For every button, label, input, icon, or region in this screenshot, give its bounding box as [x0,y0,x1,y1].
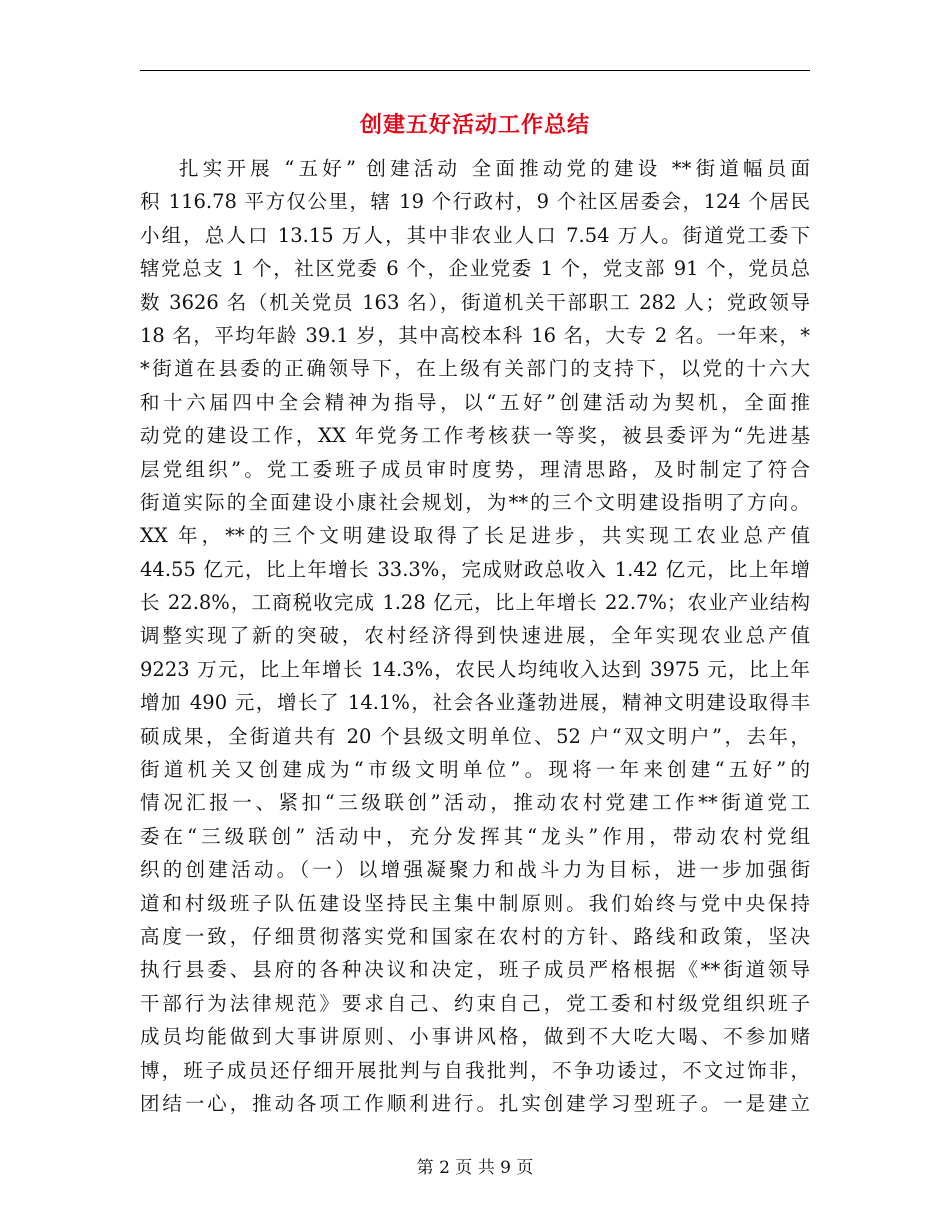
text-line: 高度一致，仔细贯彻落实党和国家在农村的方针、路线和政策，坚决 [140,924,810,948]
text-line: 道和村级班子队伍建设坚持民主集中制原则。我们始终与党中央保持 [140,891,810,915]
text-line: 动党的建设工作，XX 年党务工作考核获一等奖，被县委评为“先进基 [140,424,810,448]
text-line: 18 名，平均年龄 39.1 岁，其中高校本科 16 名，大专 2 名。一年来，* [140,323,810,347]
text-line: 团结一心，推动各项工作顺利进行。扎实创建学习型班子。一是建立 [140,1091,810,1115]
text-line: 增加 490 元，增长了 14.1%，社会各业蓬勃进展，精神文明建设取得丰 [140,691,810,715]
text-line: 积 116.78 平方仅公里，辖 19 个行政村，9 个社区居委会，124 个居民 [140,190,810,214]
text-line: 数 3626 名（机关党员 163 名），街道机关干部职工 282 人；党政领导 [140,290,810,314]
text-line: 执行县委、县府的各种决议和决定，班子成员严格根据《**街道领导 [140,958,810,982]
text-line: XX 年，**的三个文明建设取得了长足进步，共实现工农业总产值 [140,524,810,548]
page-number-footer: 第 2 页 共 9 页 [416,1158,534,1178]
text-line: 9223 万元，比上年增长 14.3%，农民人均纯收入达到 3975 元，比上年 [140,657,810,681]
text-line: 委在“三级联创” 活动中，充分发挥其“龙头”作用，带动农村党组 [140,824,810,848]
text-line: 和十六届四中全会精神为指导，以“五好”创建活动为契机，全面推 [140,390,810,414]
text-line: 情况汇报一、紧扣“三级联创”活动，推动农村党建工作**街道党工 [140,791,810,815]
text-line: 层党组织”。党工委班子成员审时度势，理清思路，及时制定了符合 [140,457,810,481]
text-line: 小组，总人口 13.15 万人，其中非农业人口 7.54 万人。街道党工委下 [140,223,810,247]
text-line: 织的创建活动。（一）以增强凝聚力和战斗力为目标，进一步加强街 [140,858,810,882]
text-line: 街道机关又创建成为“市级文明单位”。现将一年来创建“五好”的 [140,758,810,782]
text-line: *街道在县委的正确领导下，在上级有关部门的支持下，以党的十六大 [140,357,810,381]
text-line: 街道实际的全面建设小康社会规划，为**的三个文明建设指明了方向。 [140,490,810,514]
text-line: 硕成果，全街道共有 20 个县级文明单位、52 户“双文明户”，去年， [140,724,810,748]
header-rule [140,70,810,71]
body-paragraph [140,152,810,1120]
text-line: 扎实开展 “五好” 创建活动 全面推动党的建设 **街道幅员面 [179,157,810,180]
text-line: 干部行为法律规范》要求自己、约束自己，党工委和村级党组织班子 [140,991,810,1015]
text-line: 博，班子成员还仔细开展批判与自我批判，不争功诿过，不文过饰非， [140,1058,810,1082]
text-line: 长 22.8%，工商税收完成 1.28 亿元，比上年增长 22.7%；农业产业结构 [140,591,810,615]
text-line: 成员均能做到大事讲原则、小事讲风格，做到不大吃大喝、不参加赌 [140,1025,810,1049]
text-line: 辖党总支 1 个，社区党委 6 个，企业党委 1 个，党支部 91 个，党员总 [140,257,810,281]
document-title: 创建五好活动工作总结 [359,113,590,138]
text-line: 调整实现了新的突破，农村经济得到快速进展，全年实现农业总产值 [140,624,810,648]
text-line: 44.55 亿元，比上年增长 33.3%，完成财政总收入 1.42 亿元，比上年增 [140,557,810,581]
